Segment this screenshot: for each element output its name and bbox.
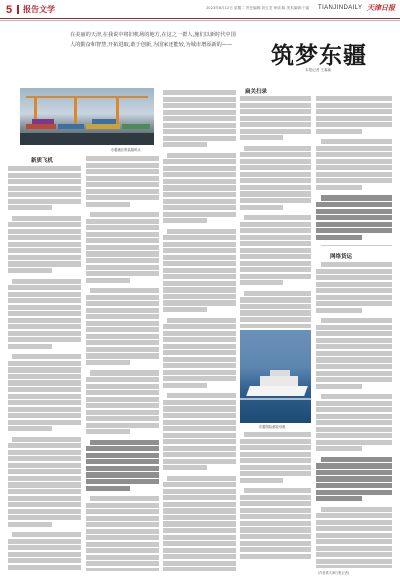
paper-name-en: TIANJINDAILY xyxy=(318,5,363,11)
text-column xyxy=(8,166,81,571)
port-photo xyxy=(20,88,154,145)
text-column xyxy=(316,96,392,246)
page-header xyxy=(0,0,400,20)
lead-line: 人的勤奋和智慧,开拓进取,敢于创新,为国家还能较,为城市增添新的—— xyxy=(70,42,233,48)
subhead: 扁关扫录 xyxy=(245,89,268,95)
text-column xyxy=(86,156,159,571)
paper-logo: 天津日报 xyxy=(367,3,395,12)
lead-paragraph xyxy=(70,30,260,50)
subhead: 新质飞机 xyxy=(31,158,54,164)
page-number: 5 xyxy=(6,4,13,16)
header-rule xyxy=(0,18,400,19)
lead-line: 在美丽的天津,在我说中将旧机场的地方,在这之一群人,施们以新时代中国 xyxy=(70,32,236,38)
dateline: 2023年8月12日 星期二 责任编辑:刘玉龙 审读:陈 美术编辑:于嘉 xyxy=(206,6,310,10)
text-column xyxy=(240,432,311,571)
footer-note: (作者系天津日报记者) xyxy=(318,571,350,575)
section-title: 报告文学 xyxy=(17,5,55,14)
photo-caption: 东疆国际邮轮母港 xyxy=(259,425,286,429)
text-column xyxy=(240,96,311,328)
article-title: 筑梦东疆 xyxy=(271,43,367,69)
subhead: 网络货运 xyxy=(330,254,353,260)
header-rule-thin xyxy=(0,20,400,21)
cruise-photo xyxy=(240,330,311,423)
byline: 本报记者 王霖新 xyxy=(305,68,332,72)
text-column xyxy=(163,90,236,571)
text-column xyxy=(316,262,392,568)
photo-caption: 东疆港区集装箱码头 xyxy=(111,148,141,152)
